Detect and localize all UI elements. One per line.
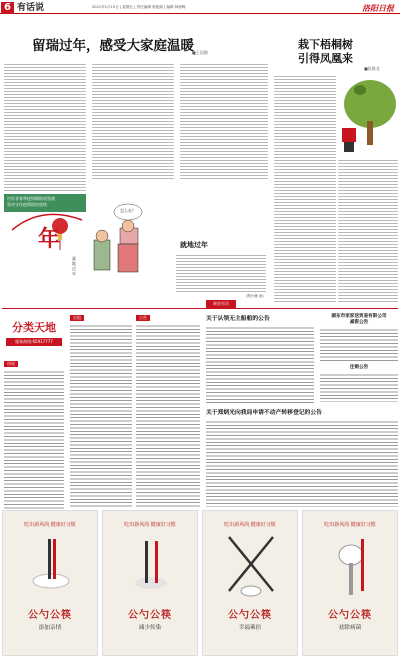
poster-1-sub: 添加亲情 [38,625,62,631]
panel-label: 画里有话 [206,300,236,308]
section-label-1: 出租 [70,315,84,321]
panel-author: （陶小鹿 画） [243,294,266,298]
panel-title: 就地过年 [180,241,208,249]
poster-2-slogan: 公勺公筷 [128,610,172,621]
cartoon-side: 就地过年 [72,256,76,276]
classified-col3 [136,323,200,509]
section-title: 有话说 [17,3,45,13]
cartoon-bubble: 怎么办？ [120,208,136,213]
panel-body [176,253,266,293]
poster-2 [102,510,198,656]
page-number: 6 [1,2,14,14]
lead-byline: ■王国健 [192,50,208,55]
callout-line-2: 坚决守住疫情防控底线 [7,202,47,207]
poster-4-art [321,535,381,599]
right-body-col1 [274,74,336,302]
classified-header [2,315,66,351]
poster-4-sub: 祛除病菌 [338,625,362,631]
classified-col1 [4,369,64,509]
lead-body-col3 [180,62,268,180]
poster-4-slogan: 公勺公筷 [328,610,372,621]
lead-body-col1 [4,62,86,192]
notice-2-title: 关于郑炳光向我局申请不动产转移登记的公告 [206,410,322,416]
poster-3 [202,510,298,656]
classified-col2 [70,323,132,509]
right-title-1: 栽下梧桐树 [298,38,353,51]
section-label-2: 公告 [136,315,150,321]
cartoon-area [2,200,270,306]
cartoon-nian: 年 [38,226,61,252]
notice-1-body [206,325,314,405]
classified-hotline: 服务热线:65917777 [6,338,62,346]
notice-4-title: 注销公告 [349,365,369,370]
poster-3-brand: 吃出新风尚 健康好习惯 [224,522,276,528]
notice-2 [206,407,398,507]
poster-1-slogan: 公勺公筷 [28,610,72,621]
right-body-col2 [338,158,398,302]
right-byline: ■段敬龙 [364,66,380,71]
poster-1-brand: 吃出新风尚 健康好习惯 [24,522,76,528]
notice-3-body [320,327,398,361]
lead-title: 留瑞过年，感受大家庭温暖 [32,38,194,54]
section-label-0: 房屋 [4,361,18,367]
callout-line-1: 打好非春季疫情期防攻坚战 [7,196,55,201]
tree-illustration [340,76,398,156]
poster-2-sub: 减少传染 [138,625,162,631]
right-title-2: 引得凤凰来 [298,52,353,65]
poster-4 [302,510,398,656]
poster-1 [2,510,98,656]
poster-2-brand: 吃出新风尚 健康好习惯 [124,522,176,528]
notice-4-body [320,372,398,402]
lead-body-col2 [92,62,174,180]
poster-3-slogan: 公勺公筷 [228,610,272,621]
page-header [0,2,400,14]
masthead: 洛阳日报 [362,3,394,13]
poster-3-sub: 幸福乘倍 [238,625,262,631]
notice-3 [320,313,398,405]
notice-2-body [206,419,398,507]
poster-4-brand: 吃出新风尚 健康好习惯 [324,522,376,528]
cartoon-illustration [2,200,172,306]
classified-section [2,308,398,508]
classified-title: 分类天地 [12,321,56,334]
right-article [274,18,398,308]
poster-2-art [121,535,181,599]
notice-1-title: 关于认领无主船舶的公告 [206,316,270,322]
header-meta: 2021年1月15日 | 星期五 | 责任编辑 第旭娟 | 编辑 林杨梅 [92,5,186,9]
poster-3-art [221,531,281,601]
notice-3-title: 湖东市家家送贸易有限公司 [331,314,387,319]
poster-1-art [21,535,81,599]
notice-3-subtitle: 减资公告 [349,320,369,325]
notice-1 [206,313,314,405]
cartoon-panel [174,240,268,306]
